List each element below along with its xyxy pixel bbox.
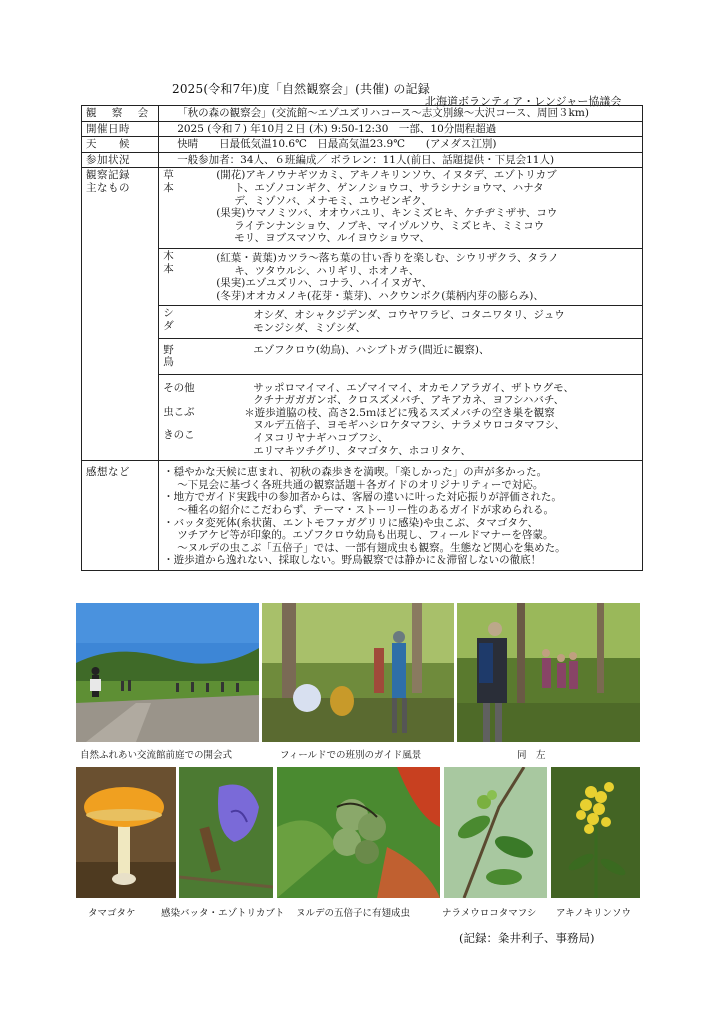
mushroom-label: きのこ	[163, 428, 195, 441]
akinokirinsou-photo	[551, 767, 640, 898]
impression-line: 〜ヌルデの虫こぶ「五倍子」では、一部有翅成虫も観察。生態など関心を集めた。	[177, 541, 566, 554]
other-line: ＊遊歩道脇の枝、高さ2.5ｍほどに残るスズメバチの空き巣を観察	[244, 406, 555, 419]
impressions-list	[159, 461, 643, 571]
bird-line: エゾフクロウ(幼鳥)、ハシブトガラ(間近に観察)、	[253, 343, 490, 356]
event-value: 「秋の森の観察会」(交流館〜エゾユズリハコース〜志文別線〜大沢コース、周回３km)	[159, 106, 643, 122]
event-label: 観 察 会	[82, 106, 159, 122]
tree-list	[212, 248, 642, 305]
bird-list	[212, 338, 642, 374]
tree-line: キ、ツタウルシ、ハリギリ、ホオノキ、	[234, 264, 420, 277]
impression-line: ・穏やかな天候に恵まれ、初秋の森歩きを満喫。「楽しかった」の声が多かった。	[163, 466, 548, 479]
caption-narame-gall: ナラメウロコタマフシ	[442, 908, 537, 919]
gall-line: ヌルデ五倍子、ヨモギハシロケタマフシ、ナラメウロコタマフシ、	[253, 419, 565, 432]
field-guide-photo	[262, 603, 454, 742]
fern-line: モンジシダ、ミゾシダ、	[253, 321, 367, 334]
impressions-label: 感想など	[82, 461, 159, 571]
tree-line: (紅葉・黄葉)カツラ〜落ち葉の甘い香りを楽しむ、シウリザクラ、タラノ	[216, 251, 559, 264]
herb-line: ライテンナンショウ、ノブキ、マイヅルソウ、ミズヒキ、ミミコウ	[234, 219, 545, 232]
impression-line: 〜下見会に基づく各班共通の観察話題＋各ガイドのオリジナリティーで対応。	[177, 478, 544, 491]
tree-line: (果実)エゾユズリハ、コナラ、ハイイヌガヤ、	[216, 277, 433, 290]
record-credit: (記録：粂井利子、事務局)	[459, 931, 595, 945]
herb-line: (果実)ウマノミツバ、オオウバユリ、キンミズヒキ、ケチヂミザサ、コウ	[216, 207, 558, 220]
tree-label: 木 本	[159, 248, 213, 305]
field-guide-photo-2	[457, 603, 640, 742]
other-label: その他	[163, 381, 195, 394]
other-line: クチナガガガンボ、クロスズメバチ、アキアカネ、ヨフシハバチ、	[253, 394, 565, 407]
herb-label: 草 本	[159, 168, 213, 249]
narame-gall-photo	[444, 767, 547, 898]
herb-list	[212, 168, 642, 249]
bird-label: 野 鳥	[159, 338, 213, 374]
observation-label-line2: 主なもの	[86, 181, 130, 194]
gall-line: イヌコリヤナギハコブフシ、	[253, 432, 389, 445]
attendance-value: 一般参加者：34人、６班編成／ ボラレン：11人(前日、話題提供・下見会11人)	[159, 152, 643, 168]
attendance-label: 参加状況	[82, 152, 159, 168]
fern-list	[212, 306, 642, 338]
gall-label: 虫こぶ	[163, 406, 195, 419]
tamagotake-photo	[76, 767, 176, 898]
observation-label	[82, 168, 159, 461]
datetime-value: 2025 (令和７) 年10月２日 (木) 9:50-12:30 一部、10分間程超過	[159, 121, 643, 137]
impression-line: ・遊歩道から逸れない、採取しない。野鳥観察では静かに＆滞留しないの徹底！	[163, 554, 542, 567]
caption-nurude-gall: ヌルデの五倍子に有翅成虫	[296, 908, 411, 919]
nurude-gall-photo	[277, 767, 440, 898]
fern-label: シ ダ	[159, 306, 213, 338]
herb-line: ト、エゾノコンギク、ゲンノショウコ、サラシナショウマ、ハナタ	[234, 181, 544, 194]
impression-line: 〜種名の紹介にこだわらず、テーマ・ストーリー性のあるガイドが求められる。	[177, 504, 555, 517]
caption-akinokirinsou: アキノキリンソウ	[556, 908, 632, 919]
tree-line: (冬芽)オオカメノキ(花芽・葉芽)、ハクウンボク(葉柄内芽の膨らみ)、	[216, 289, 544, 302]
opening-ceremony-photo	[76, 603, 259, 742]
herb-line: デ、ミゾソバ、メナモミ、ユウゼンギク、	[234, 194, 432, 207]
caption-opening-ceremony: 自然ふれあい交流館前庭での開会式	[80, 750, 233, 761]
caption-field-guide: フィールドでの班別のガイド風景	[280, 750, 422, 761]
herb-line: モリ、ヨブスマソウ、ルイヨウショウマ、	[234, 232, 431, 245]
impression-line: ツチアケビ等が印象的。エゾフクロウ幼鳥も出現し、フィールドマナーを啓蒙。	[177, 529, 554, 542]
caption-same-left: 同 左	[517, 750, 546, 761]
caption-tamagotake: タマゴタケ	[88, 908, 136, 919]
datetime-label: 開催日時	[82, 121, 159, 137]
mushroom-line: エリマキツチグリ、タマゴタケ、ホコリタケ、	[253, 444, 472, 457]
impression-line: ・地方でガイド実践中の参加者からは、客層の違いに叶った対応振りが評価された。	[163, 491, 562, 504]
document-title: 2025(令和7年)度「自然観察会」(共催) の記録	[172, 82, 430, 96]
impression-line: ・バッタ変死体(糸状菌、エントモファガグリリに感染)や虫こぶ、タマゴタケ、	[163, 516, 539, 529]
other-list	[212, 374, 642, 461]
infected-grasshopper-aconite-photo	[179, 767, 273, 898]
observation-label-line1: 観察記録	[86, 169, 130, 182]
weather-value: 快晴 日最低気温10.6℃ 日最高気温23.9℃ (アメダス江別)	[159, 137, 643, 153]
other-line: サッポロマイマイ、エゾマイマイ、オカモノアラガイ、ザトウグモ、	[253, 381, 574, 394]
organization-name: 北海道ボランティア・レンジャー協議会	[425, 95, 622, 108]
other-labels	[159, 374, 213, 461]
caption-infected-grasshopper: 感染バッタ・エゾトリカブト	[161, 908, 285, 919]
weather-label: 天 候	[82, 137, 159, 153]
record-table	[81, 105, 643, 571]
fern-line: オシダ、オシャクジデンダ、コウヤワラビ、コタニワタリ、ジュウ	[253, 309, 565, 322]
herb-line: (開花)アキノウナギツカミ、アキノキリンソウ、イヌタデ、エゾトリカブ	[216, 169, 557, 182]
